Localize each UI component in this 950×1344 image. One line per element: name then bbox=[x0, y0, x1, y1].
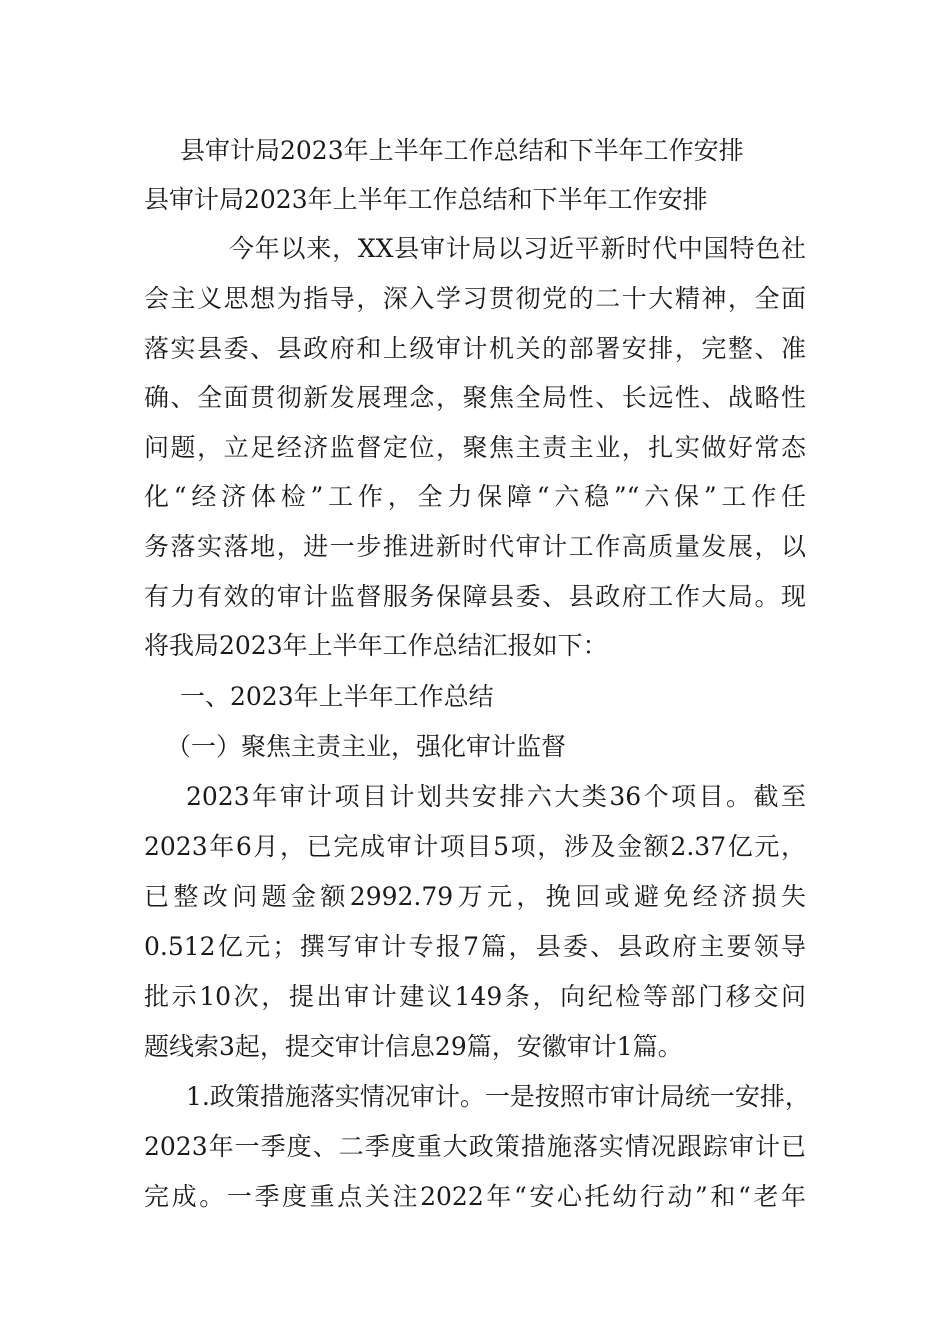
stats-line: 批示10次，提出审计建议149条，向纪检等部门移交问 bbox=[144, 982, 806, 1011]
item1-line: 1.政策措施落实情况审计。一是按照市审计局统一安排， bbox=[186, 1082, 810, 1111]
intro-line: 问题，立足经济监督定位，聚焦主责主业，扎实做好常态 bbox=[144, 433, 806, 462]
intro-line: 今年以来，XX县审计局以习近平新时代中国特色社 bbox=[229, 234, 806, 263]
intro-line: 将我局2023年上半年工作总结汇报如下： bbox=[144, 631, 608, 660]
section-heading: 一、2023年上半年工作总结 bbox=[180, 682, 494, 711]
stats-line: 0.512亿元；撰写审计专报7篇，县委、县政府主要领导 bbox=[144, 932, 806, 961]
intro-line: 化“经济体检”工作，全力保障“六稳”“六保”工作任 bbox=[144, 482, 806, 511]
intro-line: 有力有效的审计监督服务保障县委、县政府工作大局。现 bbox=[144, 582, 806, 611]
intro-line: 落实县委、县政府和上级审计机关的部署安排，完整、准 bbox=[144, 334, 806, 363]
intro-line: 务落实落地，进一步推进新时代审计工作高质量发展，以 bbox=[144, 532, 806, 561]
stats-line: 已整改问题金额2992.79万元，挽回或避免经济损失 bbox=[144, 882, 806, 911]
stats-line: 题线索3起，提交审计信息29篇，安徽审计1篇。 bbox=[144, 1032, 683, 1061]
item1-line: 完成。一季度重点关注2022年“安心托幼行动”和“老年 bbox=[144, 1182, 806, 1211]
stats-line: 2023年审计项目计划共安排六大类36个项目。截至 bbox=[186, 782, 806, 811]
intro-line: 会主义思想为指导，深入学习贯彻党的二十大精神，全面 bbox=[144, 284, 806, 313]
document-title: 县审计局2023年上半年工作总结和下半年工作安排 bbox=[180, 136, 744, 165]
document-title-repeat: 县审计局2023年上半年工作总结和下半年工作安排 bbox=[144, 185, 708, 214]
item1-line: 2023年一季度、二季度重大政策措施落实情况跟踪审计已 bbox=[144, 1132, 806, 1161]
stats-line: 2023年6月，已完成审计项目5项，涉及金额2.37亿元， bbox=[144, 832, 806, 861]
subsection-heading: （一）聚焦主责主业，强化审计监督 bbox=[166, 732, 567, 761]
intro-line: 确、全面贯彻新发展理念，聚焦全局性、长远性、战略性 bbox=[144, 383, 806, 412]
